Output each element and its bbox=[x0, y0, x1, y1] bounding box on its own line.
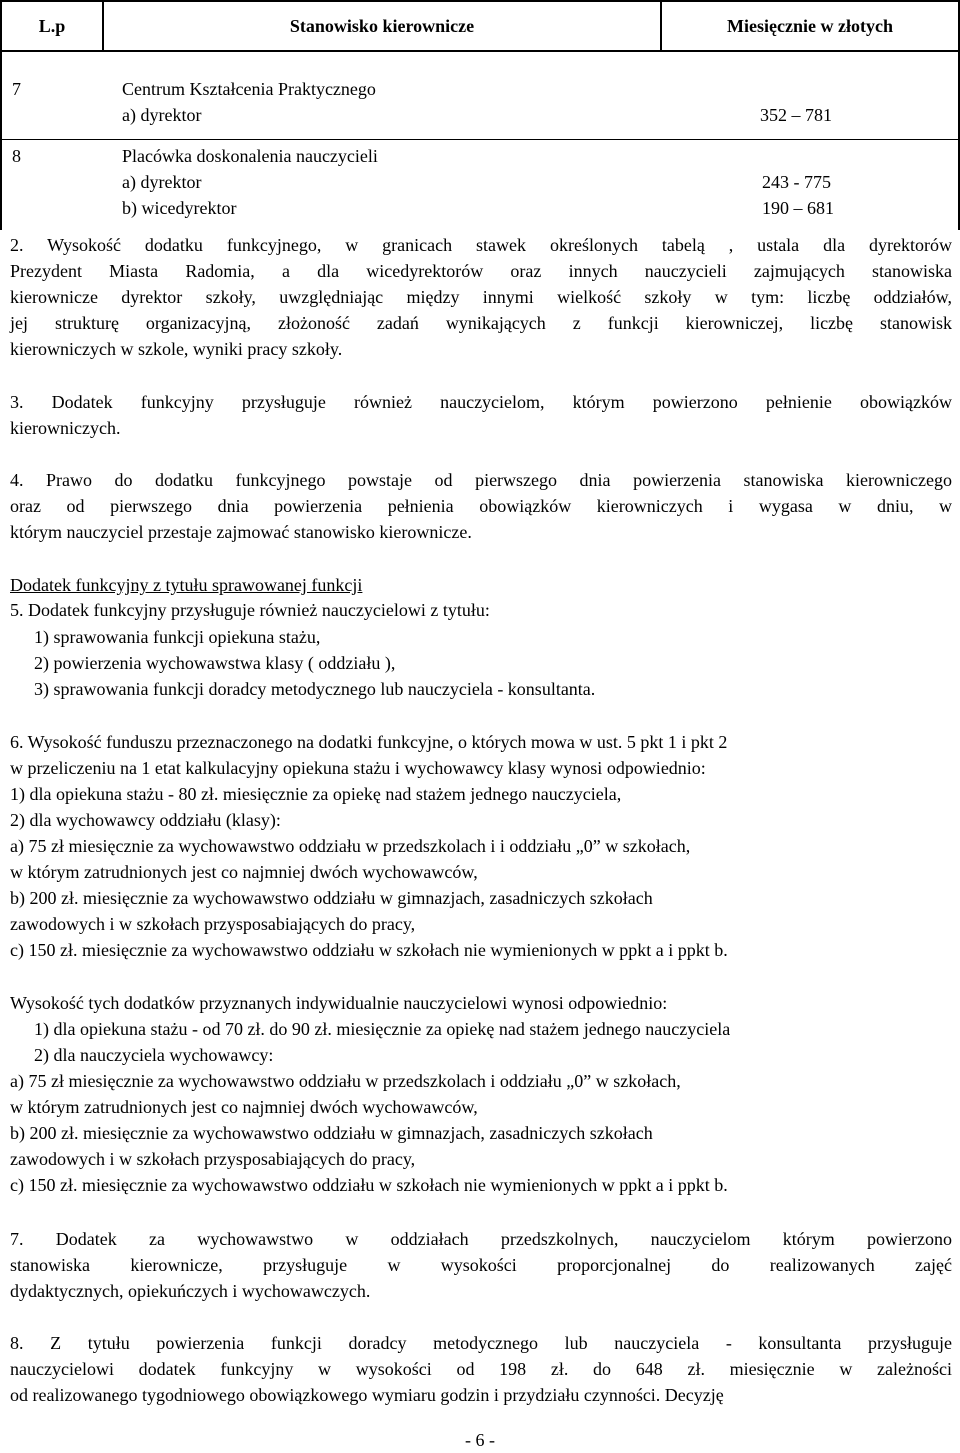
p5-item-3: 3) sprawowania funkcji doradcy metodycznego lub nauczyciela - konsultanta. bbox=[34, 679, 596, 699]
row-8-line-1: Placówka doskonalenia nauczycieli bbox=[122, 146, 378, 166]
row-8-line-2: a) dyrektor bbox=[122, 172, 202, 192]
row-8-amount-b: 190 – 681 bbox=[762, 198, 834, 218]
p6b-line-7: zawodowych i w szkołach przysposabiających do pracy, bbox=[10, 1149, 416, 1169]
p2-line-4: jej strukturę organizacyjną, złożoność zadań wynikających z funkcji kierowniczej, liczbę stanowisk bbox=[10, 313, 952, 333]
row-7-line-1: Centrum Kształcenia Praktycznego bbox=[122, 79, 376, 99]
p4-line-3: którym nauczyciel przestaje zajmować stanowisko kierownicze. bbox=[10, 522, 472, 542]
p6b-line-8: c) 150 zł. miesięcznie za wychowawstwo oddziału w szkołach nie wymienionych w ppkt a i ppkt b. bbox=[10, 1175, 728, 1195]
p8-line-3: od realizowanego tygodniowego obowiązkowego wymiaru godzin i przydziału czynności. Decyzję bbox=[10, 1385, 724, 1405]
row-7-amount: 352 – 781 bbox=[760, 105, 832, 125]
p6b-line-3: 2) dla nauczyciela wychowawcy: bbox=[34, 1045, 274, 1065]
page-number: - 6 - bbox=[465, 1430, 495, 1450]
row-8-line-3: b) wicedyrektor bbox=[122, 198, 237, 218]
p3-line-2: kierowniczych. bbox=[10, 418, 121, 438]
p6b-line-4: a) 75 zł miesięcznie za wychowawstwo oddziału w przedszkolach i oddziału „0” w szkołach, bbox=[10, 1071, 681, 1091]
p2-line-1: 2. Wysokość dodatku funkcyjnego, w granicach stawek określonych tabelą , ustala dla dyrektorów bbox=[10, 235, 952, 255]
p5-item-2: 2) powierzenia wychowawstwa klasy ( oddziału ), bbox=[34, 653, 396, 673]
section-heading: Dodatek funkcyjny z tytułu sprawowanej funkcji bbox=[10, 575, 363, 595]
p6-line-4: 2) dla wychowawcy oddziału (klasy): bbox=[10, 810, 281, 830]
p2-line-5: kierowniczych w szkole, wyniki pracy szkoły. bbox=[10, 339, 343, 359]
p5-item-1: 1) sprawowania funkcji opiekuna stażu, bbox=[34, 627, 321, 647]
row-7-num: 7 bbox=[12, 79, 21, 99]
p6b-line-2: 1) dla opiekuna stażu - od 70 zł. do 90 zł. miesięcznie za opiekę nad stażem jednego nauczyciela bbox=[34, 1019, 731, 1039]
row-8-amount-a: 243 - 775 bbox=[762, 172, 831, 192]
p6b-line-1: Wysokość tych dodatków przyznanych indywidualnie nauczycielowi wynosi odpowiednio: bbox=[10, 993, 668, 1013]
p5-intro: 5. Dodatek funkcyjny przysługuje również nauczycielowi z tytułu: bbox=[10, 600, 490, 620]
header-monthly: Miesięcznie w złotych bbox=[660, 0, 960, 52]
row-7-line-2: a) dyrektor bbox=[122, 105, 202, 125]
p7-line-1: 7. Dodatek za wychowawstwo w oddziałach przedszkolnych, nauczycielom którym powierzono bbox=[10, 1229, 952, 1249]
p6b-line-5: w którym zatrudnionych jest co najmniej dwóch wychowawców, bbox=[10, 1097, 478, 1117]
header-lp: L.p bbox=[0, 0, 104, 52]
p6-line-7: b) 200 zł. miesięcznie za wychowawstwo oddziału w gimnazjach, zasadniczych szkołach bbox=[10, 888, 653, 908]
p4-line-1: 4. Prawo do dodatku funkcyjnego powstaje od pierwszego dnia powierzenia stanowiska kierowniczego bbox=[10, 470, 952, 490]
header-position: Stanowisko kierownicze bbox=[102, 0, 662, 52]
p6-line-8: zawodowych i w szkołach przysposabiających do pracy, bbox=[10, 914, 416, 934]
p6-line-5: a) 75 zł miesięcznie za wychowawstwo oddziału w przedszkolach i i oddziału „0” w szkołach, bbox=[10, 836, 691, 856]
p2-line-2: Prezydent Miasta Radomia, a dla wicedyrektorów oraz innych nauczycieli zajmujących stanowiska bbox=[10, 261, 952, 281]
p6-line-6: w którym zatrudnionych jest co najmniej dwóch wychowawców, bbox=[10, 862, 478, 882]
p2-line-3: kierownicze dyrektor szkoły, uwzględniając między innymi wielkość szkoły w tym: liczbę oddziałów, bbox=[10, 287, 952, 307]
p6-line-3: 1) dla opiekuna stażu - 80 zł. miesięcznie za opiekę nad stażem jednego nauczyciela, bbox=[10, 784, 622, 804]
table-row-divider bbox=[0, 139, 960, 140]
p4-line-2: oraz od pierwszego dnia powierzenia pełnienia obowiązków kierowniczych i wygasa w dniu, w bbox=[10, 496, 952, 516]
p8-line-2: nauczycielowi dodatek funkcyjny w wysokości od 198 zł. do 648 zł. miesięcznie w zależności bbox=[10, 1359, 952, 1379]
p7-line-3: dydaktycznych, opiekuńczych i wychowawczych. bbox=[10, 1281, 371, 1301]
p8-line-1: 8. Z tytułu powierzenia funkcji doradcy metodycznego lub nauczyciela - konsultanta przysługuje bbox=[10, 1333, 952, 1353]
p6-line-2: w przeliczeniu na 1 etat kalkulacyjny opiekuna stażu i wychowawcy klasy wynosi odpowiednio: bbox=[10, 758, 706, 778]
p6b-line-6: b) 200 zł. miesięcznie za wychowawstwo oddziału w gimnazjach, zasadniczych szkołach bbox=[10, 1123, 653, 1143]
row-8-num: 8 bbox=[12, 146, 21, 166]
p6-line-1: 6. Wysokość funduszu przeznaczonego na dodatki funkcyjne, o których mowa w ust. 5 pkt 1 i pkt 2 bbox=[10, 732, 728, 752]
p3-line-1: 3. Dodatek funkcyjny przysługuje również nauczycielom, którym powierzono pełnienie obowiązków bbox=[10, 392, 952, 412]
p7-line-2: stanowiska kierownicze, przysługuje w wysokości proporcjonalnej do realizowanych zajęć bbox=[10, 1255, 952, 1275]
p6-line-9: c) 150 zł. miesięcznie za wychowawstwo oddziału w szkołach nie wymienionych w ppkt a i ppkt b. bbox=[10, 940, 728, 960]
